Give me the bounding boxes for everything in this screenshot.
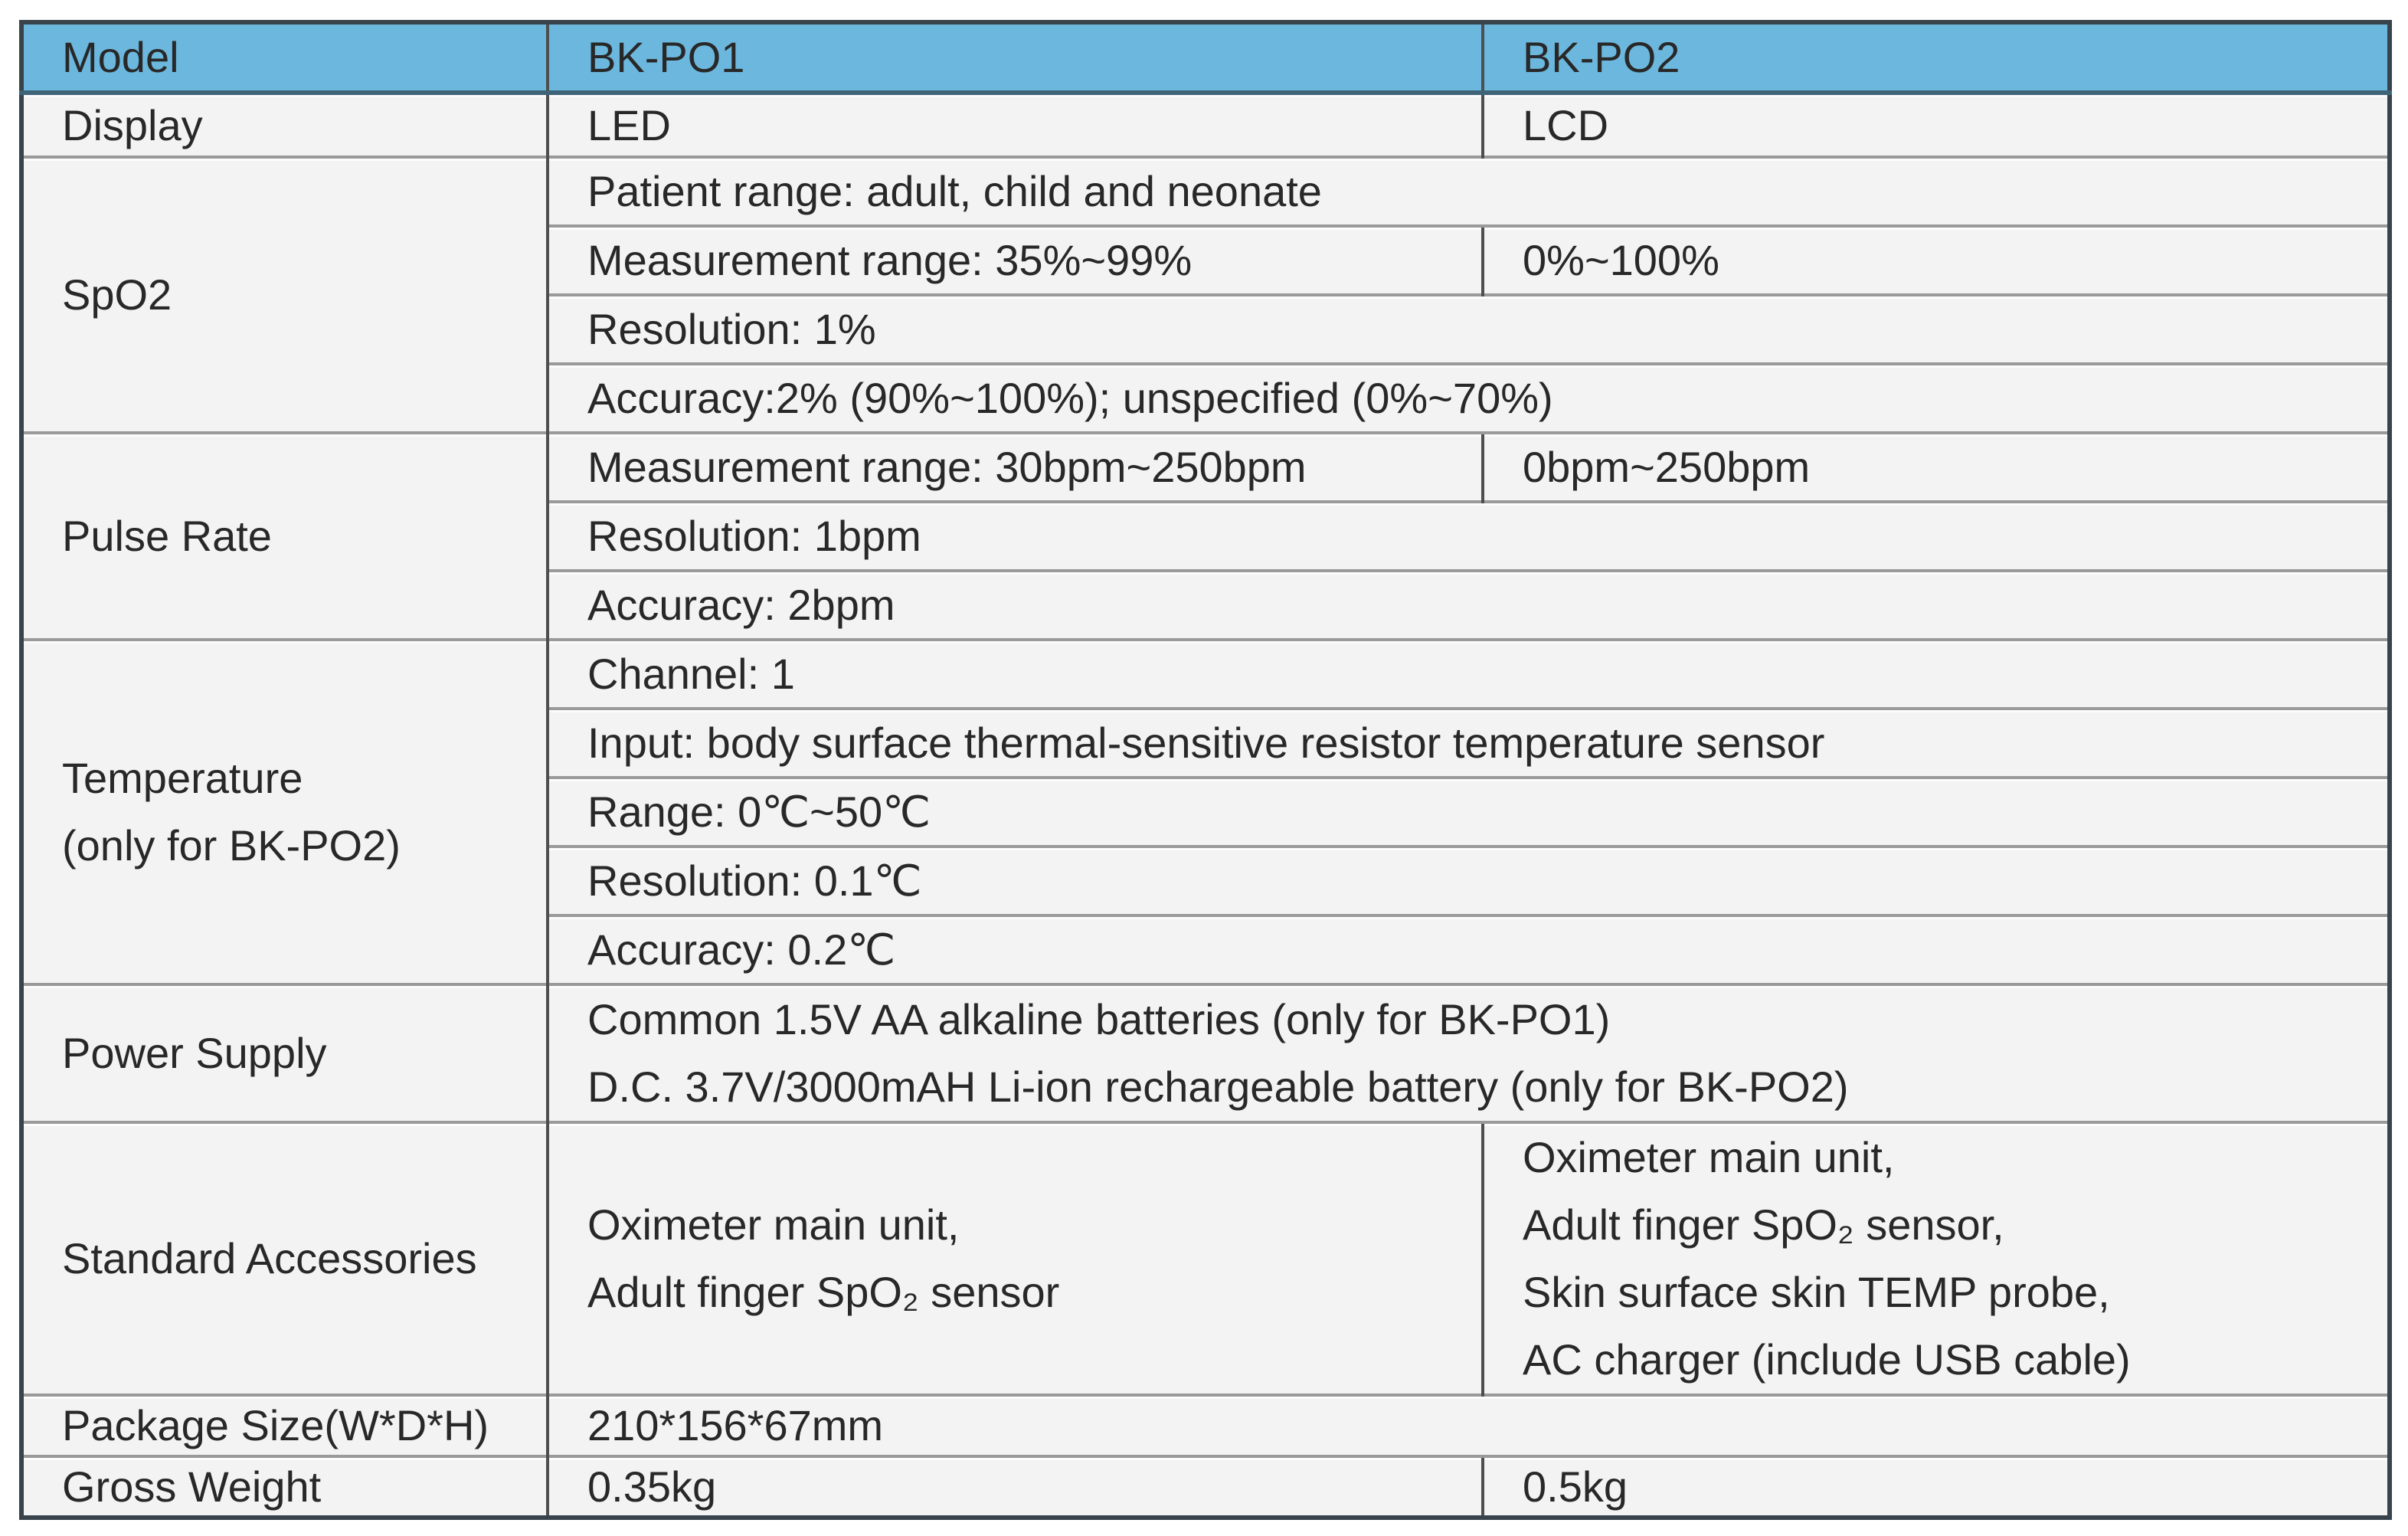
accessories-po1-line: Oximeter main unit, <box>587 1200 960 1249</box>
accessories-po2-line: Adult finger SpO₂ sensor, <box>1523 1200 2004 1249</box>
cell-display-po2: LCD <box>1483 93 2390 157</box>
power-supply-line2: D.C. 3.7V/3000mAH Li-ion rechargeable battery (only for BK-PO2) <box>587 1063 1849 1111</box>
cell-pulse-measurement-range-po1: Measurement range: 30bpm~250bpm <box>548 433 1483 502</box>
cell-temp-accuracy: Accuracy: 0.2℃ <box>548 915 2390 984</box>
table-row-package-size <box>21 1395 2390 1456</box>
table-row-pulse-measurement-range <box>21 433 2390 502</box>
cell-spo2-resolution: Resolution: 1% <box>548 295 2390 364</box>
accessories-po2-line: Skin surface skin TEMP probe, <box>1523 1268 2110 1316</box>
temperature-label-line1: Temperature <box>62 754 303 802</box>
cell-temp-channel: Channel: 1 <box>548 640 2390 709</box>
cell-pulse-rate-label: Pulse Rate <box>21 433 548 640</box>
cell-power-supply-value <box>548 984 2390 1122</box>
cell-package-size-label: Package Size(W*D*H) <box>21 1395 548 1456</box>
cell-temp-range: Range: 0℃~50℃ <box>548 778 2390 847</box>
header-cell-po2: BK-PO2 <box>1483 22 2390 93</box>
cell-pulse-measurement-range-po2: 0bpm~250bpm <box>1483 433 2390 502</box>
header-cell-model: Model <box>21 22 548 93</box>
power-supply-line1: Common 1.5V AA alkaline batteries (only for BK-PO1) <box>587 995 1611 1043</box>
table-row-gross-weight <box>21 1456 2390 1518</box>
header-cell-po1: BK-PO1 <box>548 22 1483 93</box>
cell-package-size-value: 210*156*67mm <box>548 1395 2390 1456</box>
accessories-po1-line: Adult finger SpO₂ sensor <box>587 1268 1060 1316</box>
cell-spo2-patient-range: Patient range: adult, child and neonate <box>548 157 2390 226</box>
cell-display-po1: LED <box>548 93 1483 157</box>
cell-pulse-accuracy: Accuracy: 2bpm <box>548 571 2390 640</box>
accessories-po2-line: AC charger (include USB cable) <box>1523 1335 2131 1384</box>
table-row-power-supply <box>21 984 2390 1122</box>
cell-display-label: Display <box>21 93 548 157</box>
cell-standard-accessories-label: Standard Accessories <box>21 1122 548 1395</box>
cell-standard-accessories-po2 <box>1483 1122 2390 1395</box>
cell-pulse-resolution: Resolution: 1bpm <box>548 502 2390 571</box>
cell-gross-weight-po2: 0.5kg <box>1483 1456 2390 1518</box>
accessories-po2-line: Oximeter main unit, <box>1523 1133 1895 1181</box>
cell-gross-weight-po1: 0.35kg <box>548 1456 1483 1518</box>
table-row-display <box>21 93 2390 157</box>
cell-spo2-label: SpO2 <box>21 157 548 433</box>
cell-spo2-measurement-range-po1: Measurement range: 35%~99% <box>548 226 1483 295</box>
cell-spo2-accuracy: Accuracy:2% (90%~100%); unspecified (0%~70%) <box>548 364 2390 433</box>
spec-table <box>19 20 2392 1520</box>
table-row-temp-channel <box>21 640 2390 709</box>
table-row-standard-accessories <box>21 1122 2390 1395</box>
table-row-spo2-patient-range <box>21 157 2390 226</box>
cell-spo2-measurement-range-po2: 0%~100% <box>1483 226 2390 295</box>
cell-temp-input: Input: body surface thermal-sensitive resistor temperature sensor <box>548 709 2390 778</box>
table-row-header <box>21 22 2390 93</box>
cell-gross-weight-label: Gross Weight <box>21 1456 548 1518</box>
cell-power-supply-label: Power Supply <box>21 984 548 1122</box>
cell-standard-accessories-po1 <box>548 1122 1483 1395</box>
temperature-label-line2: (only for BK-PO2) <box>62 821 401 870</box>
cell-temperature-label <box>21 640 548 984</box>
cell-temp-resolution: Resolution: 0.1℃ <box>548 847 2390 915</box>
